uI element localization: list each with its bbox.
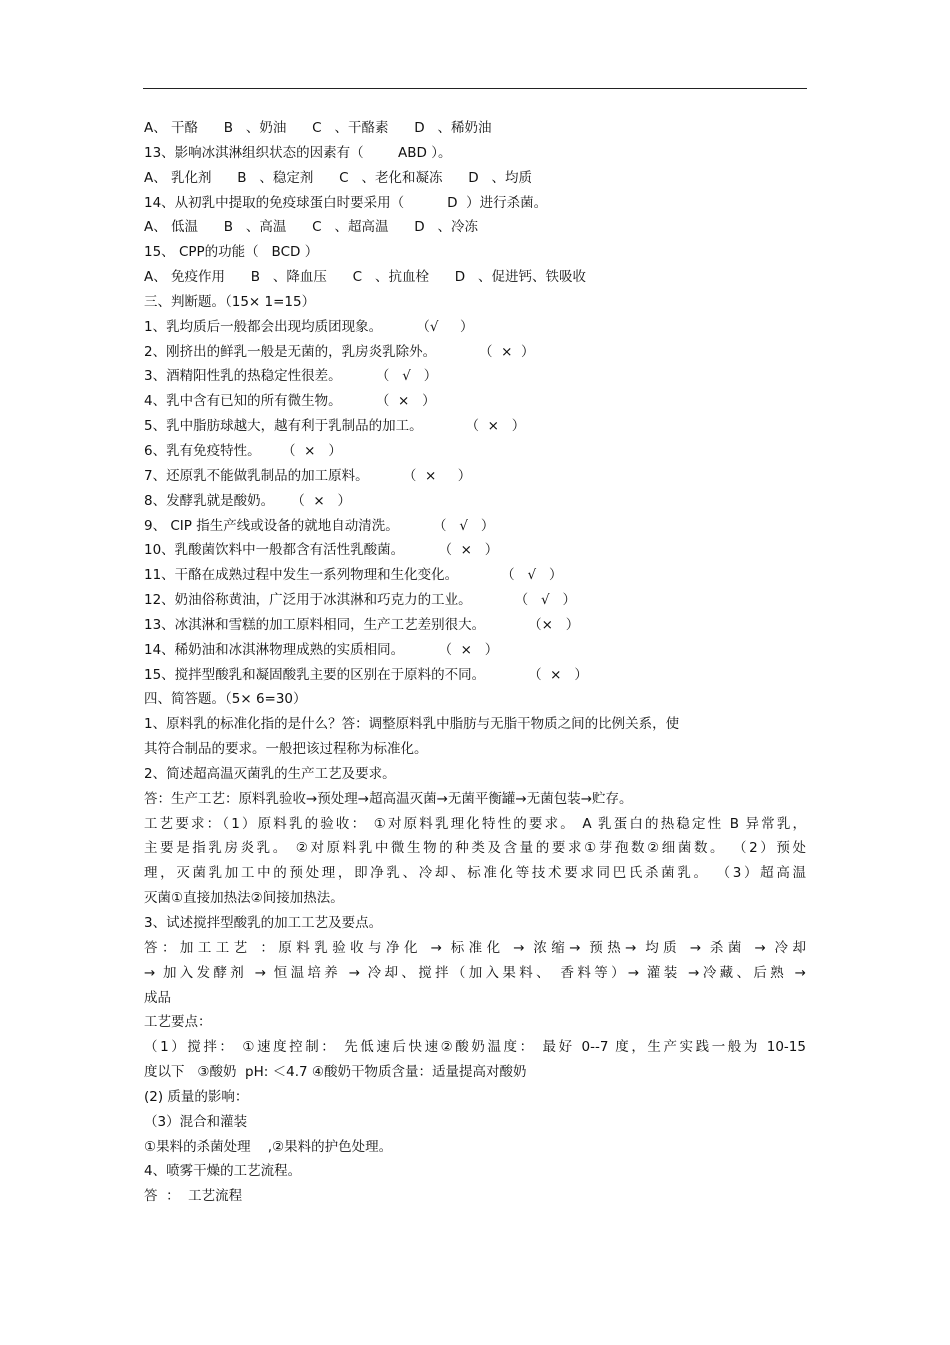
q14-question: 14、从初乳中提取的免疫球蛋白时要采用（ D ）进行杀菌。	[144, 194, 548, 211]
short-answer-1: 1、原料乳的标准化指的是什么？答：调整原料乳中脂肪与无脂干物质之间的比例关系，使	[144, 716, 680, 733]
short-answer-3-stirring: （1）搅拌： ①速度控制： 先低速后快速②酸奶温度： 最好 0--7 度，生产实践一般为 10-15	[144, 1039, 806, 1056]
short-answer-3-process: 答：加工工艺 ：原料乳验收与净化 → 标准化 → 浓缩→ 预热→ 均质 → 杀菌 → 冷却	[144, 939, 806, 956]
short-answer-2-pretreatment: 理，灭菌乳加工中的预处理，即净乳、冷却、标准化等技术要求同巴氏杀菌乳。 （3）超高温	[144, 865, 806, 882]
q15-question: 15、 CPP的功能（ BCD ）	[144, 244, 319, 261]
judgement-item-13: 13、冰淇淋和雪糕的加工原料相同，生产工艺差别很大。 （× ）	[144, 616, 580, 633]
q13-question: 13、影响冰淇淋组织状态的因素有（ ABD ）。	[144, 144, 452, 161]
judgement-item-14: 14、稀奶油和冰淇淋物理成熟的实质相同。 （ × ）	[144, 641, 499, 658]
short-answer-2-requirements: 工艺要求：（1）原料乳的验收： ①对原料乳理化特性的要求。 A 乳蛋白的热稳定性 B 异常乳，	[144, 815, 806, 832]
judgement-item-11: 11、干酪在成熟过程中发生一系列物理和生化变化。 （ √ ）	[144, 567, 563, 584]
judgement-item-1: 1、乳均质后一般都会出现均质团现象。 （√ ）	[144, 318, 474, 335]
q15-options: A、 免疫作用 B 、降血压 C 、抗血栓 D 、促进钙、铁吸收	[144, 269, 586, 286]
header-rule	[143, 88, 807, 89]
q12-options: A、 干酪 B 、奶油 C 、干酪素 D 、稀奶油	[144, 120, 492, 136]
judgement-item-10: 10、乳酸菌饮料中一般都含有活性乳酸菌。 （ × ）	[144, 542, 499, 559]
judgement-item-5: 5、乳中脂肪球越大，越有利于乳制品的加工。 （ × ）	[144, 418, 526, 435]
short-answer-1-cont: 其符合制品的要求。一般把该过程称为标准化。	[144, 741, 428, 758]
section-4-heading: 四、简答题。（5× 6=30）	[144, 691, 307, 708]
short-answer-3-stirring-cont: 度以下 ③酸奶 pH: ＜4.7 ④酸奶干物质含量：适量提高对酸奶	[144, 1064, 527, 1081]
judgement-item-8: 8、发酵乳就是酸奶。 （ × ）	[144, 492, 352, 509]
short-answer-2-requirements-cont: 主要是指乳房炎乳。 ②对原料乳中微生物的种类及含量的要求①芽孢数②细菌数。 （2）预处	[144, 840, 806, 857]
short-answer-3-process-cont: → 加入发酵剂 → 恒温培养 → 冷却、搅拌（加入果料、 香料等）→ 灌装 →冷藏、后熟 →	[144, 964, 806, 981]
short-answer-3-points-heading: 工艺要点：	[144, 1014, 212, 1031]
short-answer-4-answer: 答 ： 工艺流程	[144, 1188, 243, 1205]
judgement-item-9: 9、 CIP 指生产线或设备的就地自动清洗。 （ √ ）	[144, 517, 495, 534]
short-answer-3-process-end: 成品	[144, 989, 171, 1006]
short-answer-2-heating: 灭菌①直接加热法②间接加热法。	[144, 890, 344, 907]
short-answer-2-process: 答：生产工艺：原料乳验收→预处理→超高温灭菌→无菌平衡罐→无菌包装→贮存。	[144, 790, 633, 807]
judgement-item-4: 4、乳中含有已知的所有微生物。 （ × ）	[144, 393, 436, 410]
short-answer-4-question: 4、喷雾干燥的工艺流程。	[144, 1163, 302, 1180]
short-answer-3-question: 3、试述搅拌型酸乳的加工工艺及要点。	[144, 915, 383, 931]
judgement-item-2: 2、刚挤出的鲜乳一般是无菌的，乳房炎乳除外。 （ × ）	[144, 343, 535, 360]
short-answer-3-mixing: （3）混合和灌装	[144, 1113, 248, 1130]
section-3-heading: 三、判断题。（15× 1=15）	[144, 293, 316, 310]
q13-options: A、 乳化剂 B 、稳定剂 C 、老化和凝冻 D 、均质	[144, 169, 532, 186]
judgement-item-3: 3、酒精阳性乳的热稳定性很差。 （ √ ）	[144, 368, 438, 385]
judgement-item-6: 6、乳有免疫特性。 （ × ）	[144, 442, 342, 459]
judgement-item-15: 15、搅拌型酸乳和凝固酸乳主要的区别在于原料的不同。 （ × ）	[144, 666, 588, 683]
judgement-item-7: 7、还原乳不能做乳制品的加工原料。 （ × ）	[144, 467, 472, 484]
short-answer-2-question: 2、简述超高温灭菌乳的生产工艺及要求。	[144, 765, 396, 782]
document-body	[144, 116, 806, 1209]
short-answer-3-fruit: ①果料的杀菌处理 ,②果料的护色处理。	[144, 1138, 393, 1155]
q14-options: A、 低温 B 、高温 C 、超高温 D 、冷冻	[144, 219, 478, 236]
judgement-item-12: 12、奶油俗称黄油，广泛用于冰淇淋和巧克力的工业。 （ √ ）	[144, 592, 576, 609]
short-answer-3-quality: (2) 质量的影响：	[144, 1088, 249, 1105]
